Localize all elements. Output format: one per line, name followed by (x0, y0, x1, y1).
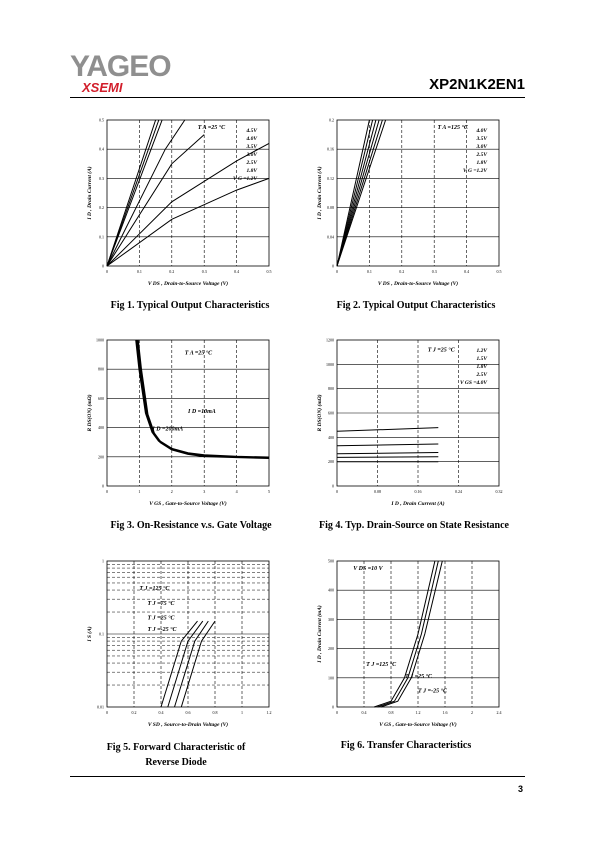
part-number: XP2N1K2EN1 (429, 76, 525, 93)
y-tick-label: 0 (332, 263, 334, 269)
y-tick-label: 200 (328, 459, 334, 465)
x-axis-title: V SD , Source-to-Drain Voltage (V) (147, 722, 229, 728)
x-axis-title: V DS , Drain-to-Source Voltage (V) (377, 281, 459, 287)
series-5-line (107, 135, 204, 266)
y-tick-label: 0.12 (327, 175, 334, 181)
y-tick-label: 0.01 (97, 704, 104, 710)
x-tick-label: 0.8 (212, 710, 218, 715)
legend-label: 3.5V (246, 144, 257, 150)
y-tick-label: 0 (332, 483, 334, 489)
x-tick-label: 0.8 (388, 710, 394, 715)
legend-label: 3.0V (476, 144, 487, 150)
y-tick-label: 800 (328, 386, 334, 392)
x-tick-label: 5 (268, 489, 270, 494)
series-1-line (136, 340, 269, 458)
annotation-label: T A =25 °C (197, 124, 226, 131)
x-tick-label: 0 (106, 489, 108, 494)
series-6-line (107, 143, 269, 266)
y-tick-label: 0.5 (99, 117, 104, 123)
annotation-label: T A =25 °C (184, 350, 213, 357)
y-tick-label: 0.08 (327, 205, 334, 211)
logo-sub-text: XSEMI (82, 80, 123, 95)
legend-label: 2.5V (476, 372, 487, 378)
annotation-label: I D =200mA (152, 426, 184, 433)
x-axis-title: V GS , Gate-to-Source Voltage (V) (379, 722, 457, 728)
series-4-line (107, 120, 185, 266)
annotation-label: T J =25 °C (147, 615, 175, 622)
figure-4-caption: Fig 4. Typ. Drain-Source on State Resistance (319, 520, 509, 531)
x-tick-label: 0.4 (464, 269, 470, 274)
y-axis-title: I D , Drain Current (mA) (317, 605, 323, 663)
x-tick-label: 1 (138, 489, 141, 494)
y-axis-title: R DS(ON) (mΩ) (87, 394, 93, 432)
figure-3-caption: Fig 3. On-Resistance v.s. Gate Voltage (110, 520, 272, 531)
y-tick-label: 1000 (96, 337, 104, 343)
x-axis-title: I D , Drain Current (A) (391, 501, 445, 507)
y-tick-label: 0 (102, 263, 104, 269)
y-tick-label: 0.1 (99, 234, 104, 240)
y-tick-label: 0.2 (99, 205, 104, 211)
x-tick-label: 0.5 (266, 269, 272, 274)
y-tick-label: 600 (328, 410, 334, 416)
annotation-label: T J =25 °C (405, 673, 433, 680)
annotation-label: T J =-25 °C (147, 627, 177, 634)
y-tick-label: 200 (328, 646, 334, 652)
legend-label: 2.5V (476, 152, 487, 158)
footer-divider (70, 776, 525, 777)
annotation-label: V DS =10 V (353, 565, 383, 572)
annotation-label: T J =75 °C (147, 600, 175, 607)
legend-label: 1.8V (476, 364, 487, 370)
annotation-label: T J =125 °C (139, 586, 170, 593)
x-tick-label: 0.4 (158, 710, 164, 715)
figure-4-plot (318, 335, 514, 513)
annotation-label: I D =10mA (188, 409, 216, 415)
legend-label: V G =1.2V (233, 176, 257, 182)
annotation-label: T J =25 °C (427, 347, 455, 354)
x-tick-label: 1.6 (442, 710, 448, 715)
legend-label: 3.5V (476, 136, 487, 142)
figure-5 (88, 556, 284, 734)
series-1-line (374, 561, 435, 707)
figure-2-caption: Fig 2. Typical Output Characteristics (336, 300, 496, 311)
x-tick-label: 0.24 (455, 489, 462, 494)
x-tick-label: 1 (241, 710, 243, 715)
y-tick-label: 400 (328, 434, 334, 440)
annotation-label: T J =125 °C (366, 662, 397, 669)
x-tick-label: 0 (336, 710, 338, 715)
x-tick-label: 0.2 (399, 269, 405, 274)
x-axis-title: V DS , Drain-to-Source Voltage (V) (147, 281, 229, 287)
page-number: 3 (517, 784, 523, 794)
figure-1-caption: Fig 1. Typical Output Characteristics (110, 300, 270, 311)
y-axis-title: R DS(ON) (mΩ) (317, 394, 323, 432)
y-tick-label: 300 (328, 616, 334, 622)
x-tick-label: 0.1 (366, 269, 372, 274)
y-axis-title: I D , Drain Current (A) (317, 166, 323, 220)
legend-label: V GS =4.0V (459, 380, 487, 386)
legend-label: 3.0V (246, 152, 257, 158)
figure-1 (88, 115, 284, 295)
y-tick-label: 600 (98, 395, 104, 401)
series-3-line (337, 453, 438, 454)
x-tick-label: 0.1 (136, 269, 142, 274)
x-tick-label: 0.3 (201, 269, 207, 274)
series-6-line (337, 120, 386, 266)
series-2-line (337, 444, 438, 446)
legend-label: 1.5V (476, 356, 487, 362)
series-4-line (337, 457, 438, 458)
x-tick-label: 0.5 (496, 269, 502, 274)
x-tick-label: 2.4 (496, 710, 502, 715)
y-axis-title: I D , Drain Current (A) (87, 166, 93, 220)
figure-5-caption: Fig 5. Forward Characteristic of Reverse Diode (106, 742, 246, 768)
legend-label: 4.5V (246, 128, 257, 134)
figure-3-plot (88, 335, 284, 513)
legend-label: 2.5V (246, 160, 257, 166)
figure-1-plot (88, 115, 284, 295)
legend-label: 4.0V (476, 128, 487, 134)
x-tick-label: 2 (471, 710, 473, 715)
figure-5-plot (88, 556, 284, 734)
y-tick-label: 0.4 (99, 146, 104, 152)
y-tick-label: 400 (328, 587, 334, 593)
x-tick-label: 0.08 (374, 489, 381, 494)
x-tick-label: 2 (170, 489, 173, 494)
y-tick-label: 0.1 (99, 631, 104, 637)
x-tick-label: 0.2 (169, 269, 175, 274)
annotation-label: T A =125 °C (437, 124, 468, 131)
x-tick-label: 0.3 (431, 269, 437, 274)
legend-label: 4.0V (246, 136, 257, 142)
logo-main-text: YAGEO (70, 50, 171, 83)
annotation-label: T J =-25 °C (418, 688, 447, 695)
x-tick-label: 0 (336, 269, 338, 274)
y-tick-label: 0 (332, 704, 334, 710)
legend-label: 1.8V (246, 168, 257, 174)
legend-label: 1.2V (476, 348, 487, 354)
x-tick-label: 0.16 (414, 489, 422, 494)
y-tick-label: 1 (102, 558, 104, 564)
x-tick-label: 0.4 (361, 710, 367, 715)
series-1-line (337, 428, 438, 432)
y-tick-label: 0.04 (327, 234, 334, 240)
figure-2 (318, 115, 514, 295)
y-tick-label: 100 (328, 675, 334, 681)
y-tick-label: 0 (102, 483, 104, 489)
legend-label: V G =1.2V (463, 168, 487, 174)
x-tick-label: 1.2 (415, 710, 421, 715)
y-tick-label: 200 (98, 454, 104, 460)
series-2-line (378, 561, 439, 707)
y-tick-label: 1200 (326, 337, 334, 343)
figure-3 (88, 335, 284, 513)
figure-4 (318, 335, 514, 513)
y-tick-label: 400 (98, 425, 104, 431)
legend-label: 1.8V (476, 160, 487, 166)
y-tick-label: 1000 (326, 361, 334, 367)
x-tick-label: 0.32 (495, 489, 503, 494)
x-tick-label: 0 (106, 710, 108, 715)
x-tick-label: 0 (336, 489, 338, 494)
y-axis-title: I S (A) (87, 626, 93, 642)
x-tick-label: 3 (203, 489, 206, 494)
x-tick-label: 4 (235, 489, 238, 494)
x-tick-label: 0.4 (234, 269, 240, 274)
figure-6 (318, 556, 514, 734)
y-tick-label: 0.3 (99, 175, 104, 181)
y-tick-label: 500 (328, 558, 334, 564)
x-tick-label: 0.2 (131, 710, 137, 715)
x-tick-label: 1.2 (266, 710, 272, 715)
y-tick-label: 800 (98, 366, 104, 372)
x-axis-title: V GS , Gate-to-Source Voltage (V) (149, 501, 227, 507)
figure-2-plot (318, 115, 514, 295)
x-tick-label: 0.6 (185, 710, 191, 715)
yageo-xsemi-logo (70, 52, 171, 95)
header-divider (70, 97, 525, 98)
figure-6-caption: Fig 6. Transfer Characteristics (340, 740, 472, 751)
y-tick-label: 0.16 (327, 146, 334, 152)
y-tick-label: 0.2 (329, 117, 334, 123)
figure-6-plot (318, 556, 514, 734)
x-tick-label: 0 (106, 269, 108, 274)
